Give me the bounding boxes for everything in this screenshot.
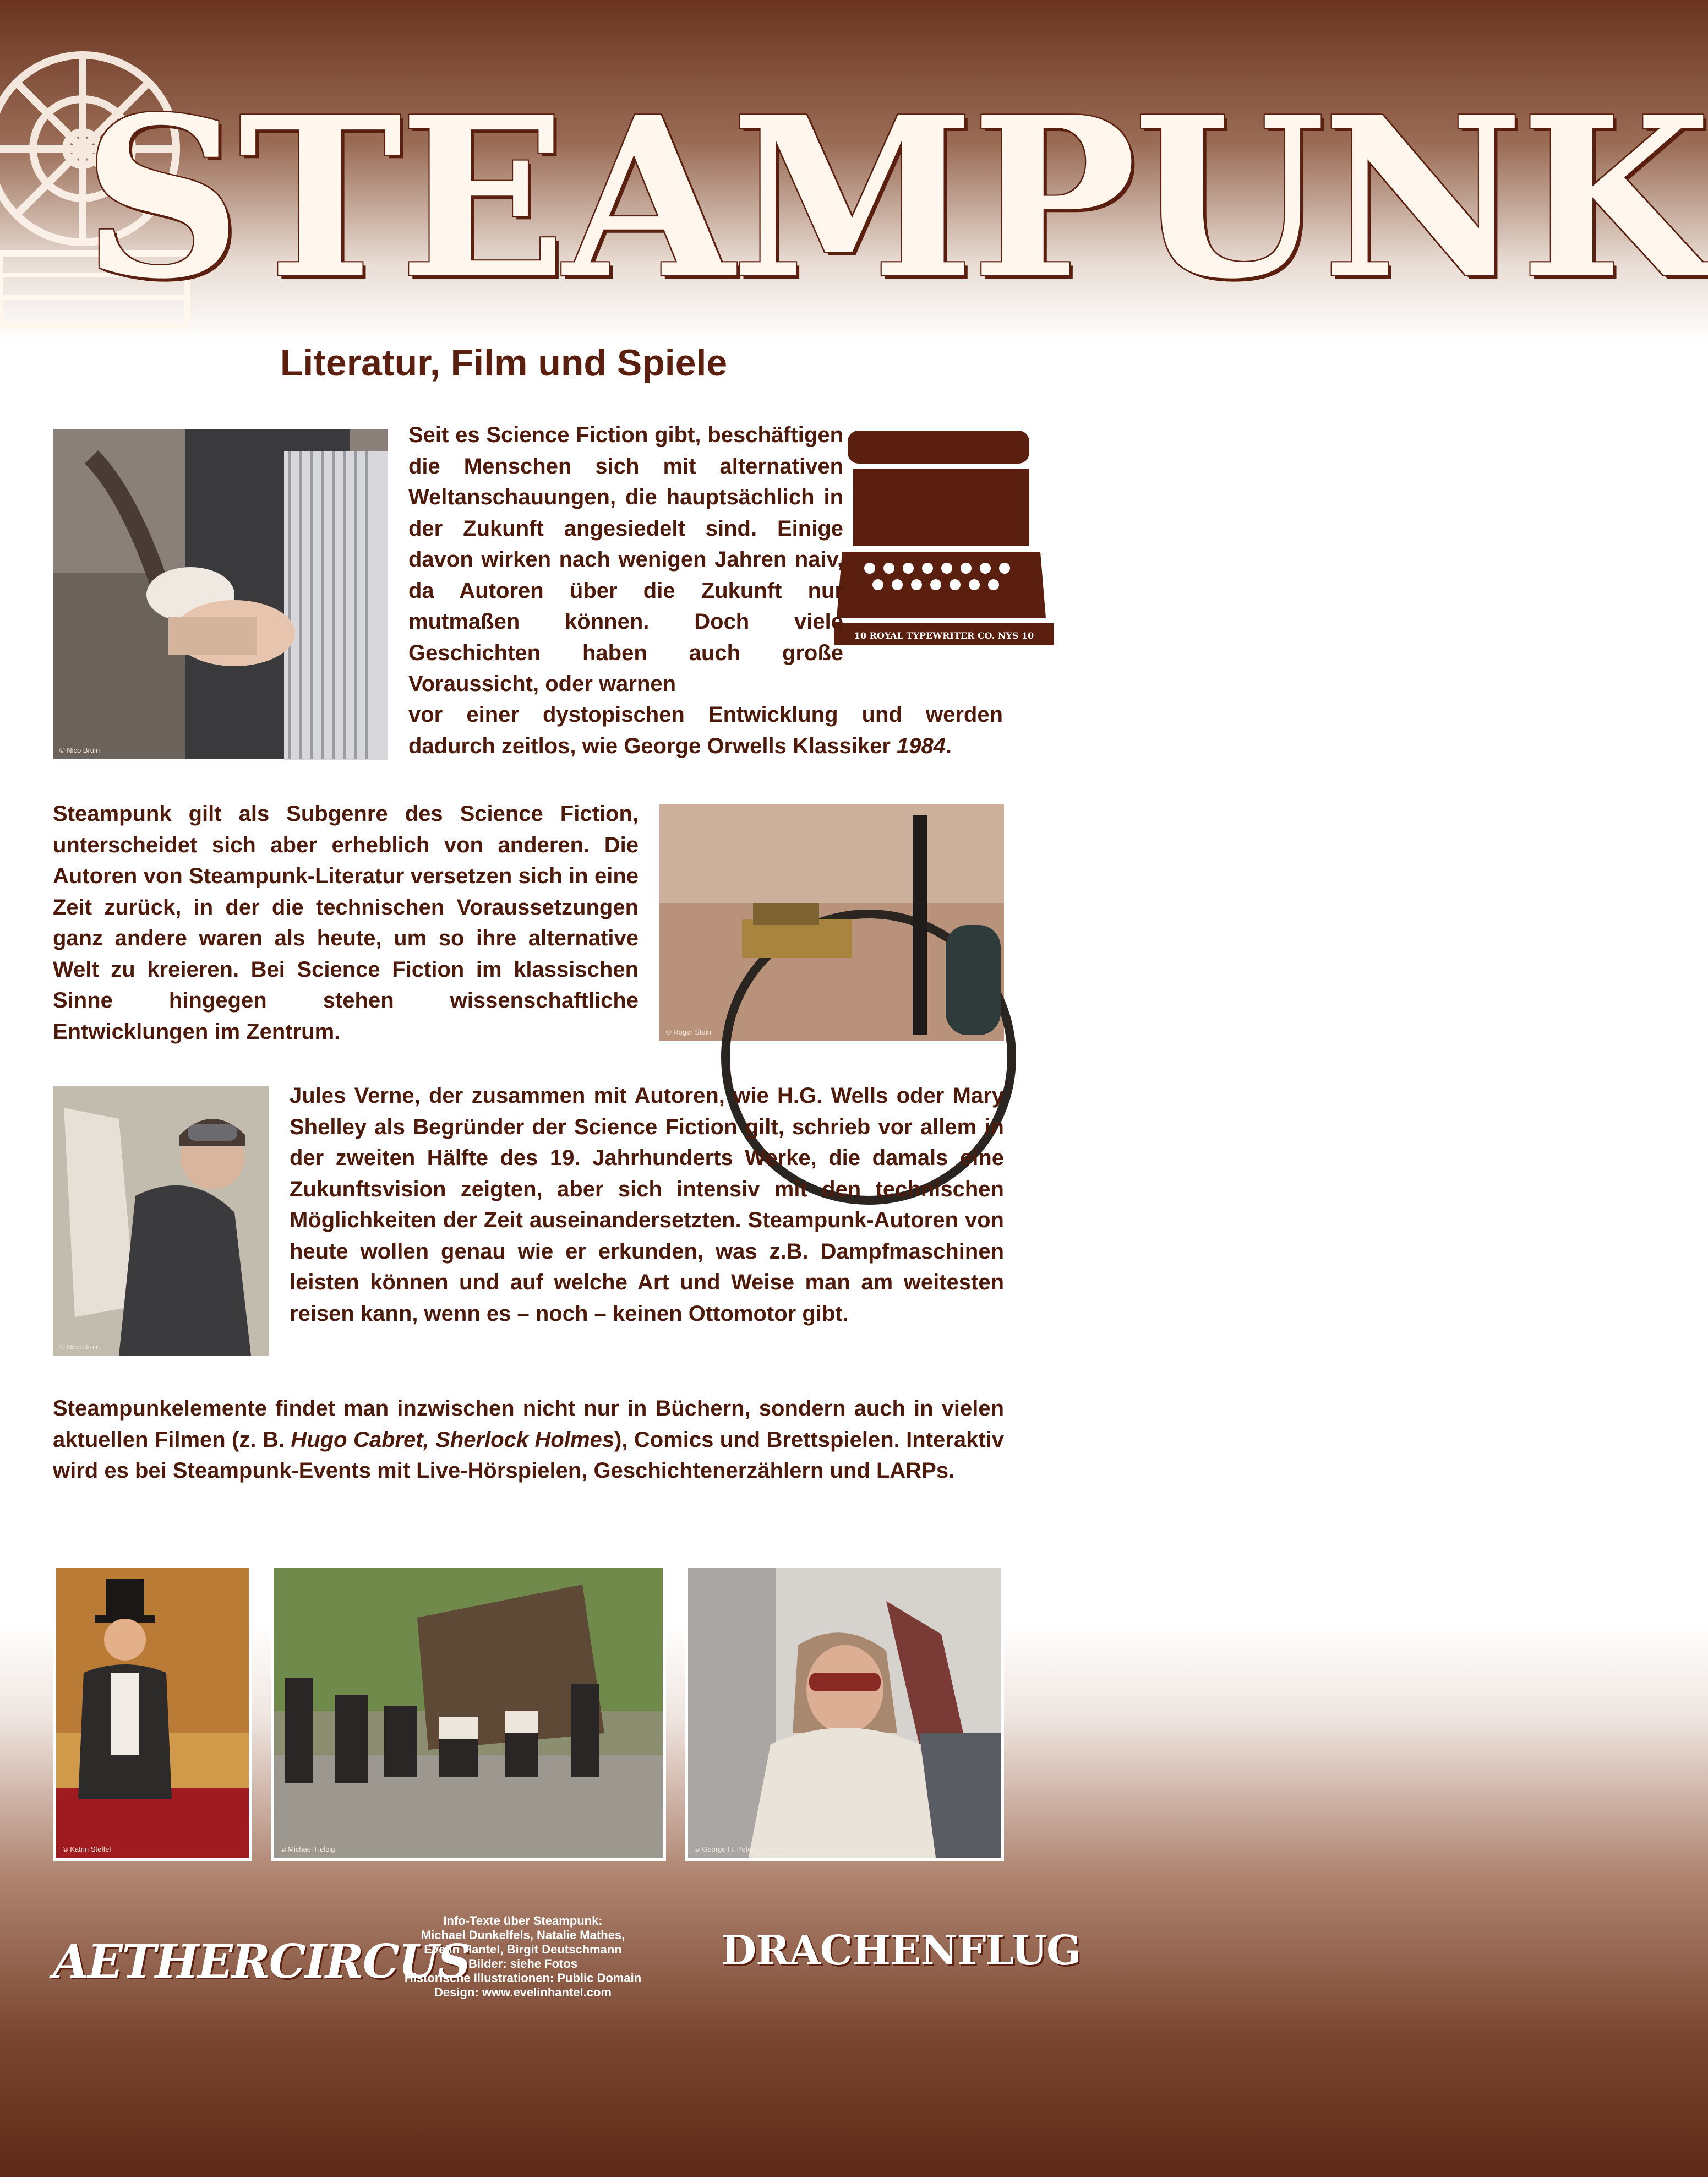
photo-tophat-man — [53, 1565, 252, 1861]
credits-line: Michael Dunkelfels, Natalie Mathes, — [421, 1928, 625, 1942]
photo-credit: © Nico Bruin — [59, 746, 100, 754]
elements-paragraph — [53, 1393, 1004, 1487]
intro-paragraph-end — [408, 699, 1003, 761]
photo-bicycle — [659, 804, 1004, 1041]
hero-banner — [0, 0, 1708, 352]
verne-paragraph: Jules Verne, der zusammen mit Autoren, wie H.G. Wells oder Mary Shelley als Begründer der Science Fiction gilt, schrieb vor allem in der zweiten Hälfte des 19. Jahrhunderts Werke, die damals eine Zukunftsvision zeigten, aber sich intensiv mit den technischen Möglichkeiten der Zeit auseinandersetzten. Steampunk-Autoren von heute wollen genau wie er erkunden, was z.B. Dampfmaschinen leisten können und auf welche Art und Weise man am weitesten reisen kann, wenn es – noch – keinen Ottomotor gibt. — [290, 1084, 1004, 1326]
subtitle: Literatur, Film und Spiele — [280, 342, 728, 384]
credits-line: Design: www.evelinhantel.com — [434, 1985, 612, 1999]
photo-credit: © Roger Stein — [666, 1028, 711, 1036]
subgenre-paragraph: Steampunk gilt als Subgenre des Science Fiction, unterscheidet sich aber erheblich von anderen. Die Autoren von Steampunk-Literatur versetzen sich in eine Zeit zurück, in der die technischen Voraussetzungen ganz andere waren als heute, um so ihre alternative Welt zu kreieren. Bei Science Fiction im klassischen Sinne hingegen stehen wissenschaftliche Entwicklungen im Zentrum. — [53, 802, 639, 1044]
credits-line: Bilder: siehe Fotos — [468, 1957, 578, 1971]
intro-paragraph: Seit es Science Fiction gibt, beschäftigen die Menschen sich mit alternativen Weltanschauungen, die hauptsächlich in der Zukunft angesiedelt sind. Einige davon wirken nach wenigen Jahren naiv, da Autoren über die Zukunft nur mutmaßen können. Doch viele Geschichten haben auch große Voraussicht, oder warnen — [408, 423, 843, 696]
typewriter-label: 10 ROYAL TYPEWRITER CO. NYS 10 — [854, 630, 1034, 641]
photo-credit: © Nico Bruin — [59, 1343, 100, 1351]
elements-text: Steampunkelemente findet man inzwischen nicht nur in Büchern, sondern auch in vielen aktuellen Filmen (z. B. — [53, 1396, 1004, 1452]
photo-credit: © George H. Peters | Hamburg — [695, 1845, 793, 1853]
intro-text: vor einer dystopischen Entwicklung und werden dadurch zeitlos, wie George Orwells Klassiker — [408, 703, 1003, 758]
photo-group-scene — [271, 1565, 666, 1861]
photo-credit: © Katrin Steffel — [63, 1845, 111, 1853]
photo-masked-woman — [685, 1565, 1004, 1861]
typewriter-illustration — [831, 409, 1057, 651]
film-titles: Hugo Cabret, Sherlock Holmes — [291, 1427, 615, 1452]
main-title: STEAMPUNK — [83, 69, 1708, 328]
photo-credit: © Michael Helbig — [281, 1845, 335, 1853]
credits-line: Info-Texte über Steampunk: — [443, 1914, 603, 1928]
credits-block — [380, 1914, 666, 2000]
photo-quill — [53, 429, 388, 759]
intro-period: . — [945, 733, 952, 758]
credits-line: Historische Illustrationen: Public Domain — [404, 1971, 642, 1985]
book-title: 1984 — [897, 733, 946, 758]
aethercircus-logo: AETHERCIRCUS — [53, 1934, 470, 1989]
elements-text-end: ), Comics und Brettspielen. Interaktiv wird es bei Steampunk-Events mit Live-Hörspielen, Geschichtenerzählern und LARPs. — [53, 1427, 1005, 1483]
photo-woman-goggles — [53, 1086, 269, 1356]
drachenflug-logo: DRACHENFLUG — [721, 1927, 1081, 1974]
credits-line: Evelin Hantel, Birgit Deutschmann — [424, 1942, 622, 1956]
